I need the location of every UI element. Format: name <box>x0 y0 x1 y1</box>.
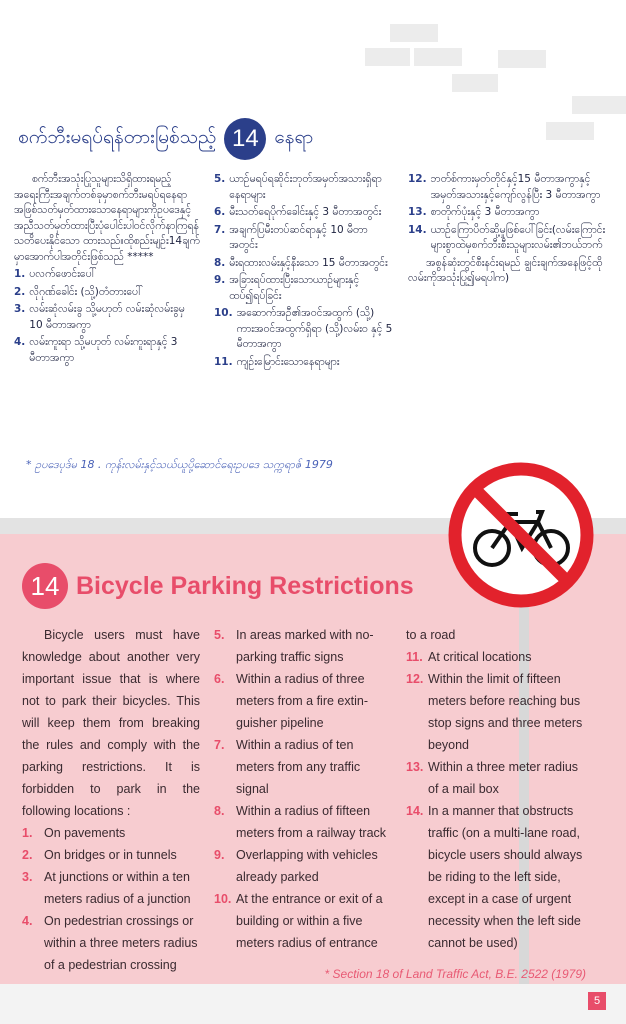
decorative-brick <box>572 96 626 114</box>
decorative-brick <box>498 50 546 68</box>
myanmar-footnote: * ဥပဒေပုဒ်မ 18 . ကုန်းလမ်းနှင့်သယ်ယူပို့ဆောင်ရေးဥပဒေ သက္ကရာဇ် 1979 <box>26 458 333 471</box>
list-item: 2. On bridges or in tunnels <box>22 848 177 862</box>
footer-band <box>0 984 626 1024</box>
list-item: 14. In a manner that obstructs traffic (on a multi-lane road, bicycle users should always be riding to the left side, except in a case of urgent necessity when the left side cannot be used) <box>406 804 583 950</box>
list-item: 11. At critical locations <box>406 650 532 664</box>
list-item: 7. အချက်ပြမီးတပ်ဆင်ရာနှင့် 10 မီတာအတွင်း <box>214 223 368 251</box>
list-item: 1. ပလက်ဖောင်းပေါ် <box>14 268 97 280</box>
list-item: 2. လိုဂုဏ်ခေါင်း (သို့)တံတားပေါ် <box>14 285 143 298</box>
decorative-brick <box>390 24 438 42</box>
myanmar-number-badge: 14 <box>224 118 266 160</box>
list-item: 5. ယာဉ်မရပ်ရဆိုင်းဘုတ်အမှတ်အသားရှိရာနေရာများ <box>214 173 382 201</box>
myanmar-title-text: စက်ဘီးမရပ်ရန်တားမြစ်သည့် <box>18 126 217 148</box>
list-item: 6. မီးသတ်ရေပိုက်ခေါင်းနှင့် 3 မီတာအတွင်း <box>214 206 382 218</box>
decorative-brick <box>546 122 594 140</box>
list-item: 13. Within a three meter radius of a mail box <box>406 760 579 796</box>
list-item: 13. စာတိုက်ပုံးနှင့် 3 မီတာအကွာ <box>408 206 540 218</box>
english-footnote: * Section 18 of Land Traffic Act, B.E. 2522 (1979) <box>324 967 586 981</box>
english-column-1 <box>22 624 200 976</box>
list-item: 3. At junctions or within a ten meters radius of a junction <box>22 870 191 906</box>
english-col3-lead: to a road <box>406 628 456 642</box>
list-item: 4. လမ်းကူးရာ သို့မဟုတ် လမ်းကူးရာနှင့် 3 မီတာအကွာ <box>14 336 178 364</box>
list-item: 11. ကျဉ်းမြောင်းသောနေရာများ <box>214 355 340 368</box>
myanmar-column-1 <box>14 172 200 368</box>
english-intro: Bicycle users must have knowledge about another very important issue that is where not to park their bicycles. This will keep them from breaking the rules and comply with the parking restrictions. It is forbidden to park in the following locations : <box>22 628 200 818</box>
english-column-3 <box>406 624 584 954</box>
list-item: 4. On pedestrian crossings or within a three meters radius of a pedestrian crossing <box>22 914 198 972</box>
myanmar-intro: စက်ဘီးအသုံးပြုသူများသိရှိထားရမည့်အရေးကြီးအချက်တစ်ခုမှာစက်ဘီးမရပ်ရနေရာအဖြစ်သတ်မှတ်ထားသောနေရာများကိုဥပဒေနှင့်အညီသတ်မှတ်ထားပြီးပုံပေါင်းပါဝင်လိုက်နာကြရန်သတိပေးနိုင်သော ထားသည်။ထိုစည်းမျဉ်း14ချက်မှာအောက်ပါအတိုင်းဖြစ်သည် ***** <box>14 173 200 263</box>
list-item: 10. အဆောက်အဦ၏အဝင်အထွက် (သို့) ကားအဝင်အထွက်ရှိရာ (သို့)လမ်းဝ နှင့် 5 မီတာအကွာ <box>214 307 393 350</box>
decorative-brick <box>414 48 462 66</box>
myanmar-section-title <box>18 118 313 160</box>
myanmar-title-suffix: နေရာ <box>274 126 314 148</box>
list-item: 9. အခြားရပ်ထားပြီးသောယာဉ်များနှင့်ထပ်၍ရပ်ခြင်း <box>214 274 360 302</box>
english-column-2 <box>214 624 394 954</box>
list-item: 7. Within a radius of ten meters from any traffic signal <box>214 738 361 796</box>
myanmar-col3-tail: အစွန်ဆုံးတွင်စီးနင်းရမည် ချွင်းချက်အနေဖြင့်ထိုလမ်းကိုအသုံးပြု၍မရပါက) <box>408 256 603 284</box>
list-item: 5. In areas marked with no-parking traffic signs <box>214 628 374 664</box>
list-item: 8. မီးရထားလမ်းနှင့်နီးသော 15 မီတာအတွင်း <box>214 256 388 269</box>
myanmar-column-2 <box>214 172 394 372</box>
english-section-title <box>22 563 414 609</box>
list-item: 8. Within a radius of fifteen meters from a railway track <box>214 804 387 840</box>
decorative-brick <box>365 48 410 66</box>
list-item: 10. At the entrance or exit of a building or within a five meters radius of entrance <box>214 892 383 950</box>
list-item: 3. လမ်းဆုံလမ်းခွ သို့မဟုတ် လမ်းဆုံလမ်းခွမှ 10 မီတာအကွာ <box>14 303 185 331</box>
english-number-badge: 14 <box>22 563 68 609</box>
list-item: 12. Within the limit of fifteen meters before reaching bus stop signs and three meters beyond <box>406 672 583 752</box>
list-item: 1. On pavements <box>22 826 126 840</box>
english-title-text: Bicycle Parking Restrictions <box>76 571 414 600</box>
myanmar-column-3 <box>408 172 608 289</box>
list-item: 9. Overlapping with vehicles already parked <box>214 848 378 884</box>
no-bicycle-sign-icon <box>448 462 594 608</box>
list-item: 14. ယာဉ်ကြောပိတ်ဆို့မှုဖြစ်ပေါ်ခြင်း(လမ်းကြောင်းများစွာထဲမှစက်ဘီးစီးသူများလမ်း၏ဘယ်ဘက် <box>408 223 606 251</box>
decorative-brick <box>452 74 498 92</box>
page-number: 5 <box>588 992 606 1010</box>
list-item: 12. ဘတ်စ်ကားမှတ်တိုင်နှင့်15 မီတာအကွာနှင့်အမှတ်အသားနှင့်ကျော်လွန်ပြီး 3 မီတာအကွာ <box>408 173 601 201</box>
list-item: 6. Within a radius of three meters from a fire extin-guisher pipeline <box>214 672 368 730</box>
